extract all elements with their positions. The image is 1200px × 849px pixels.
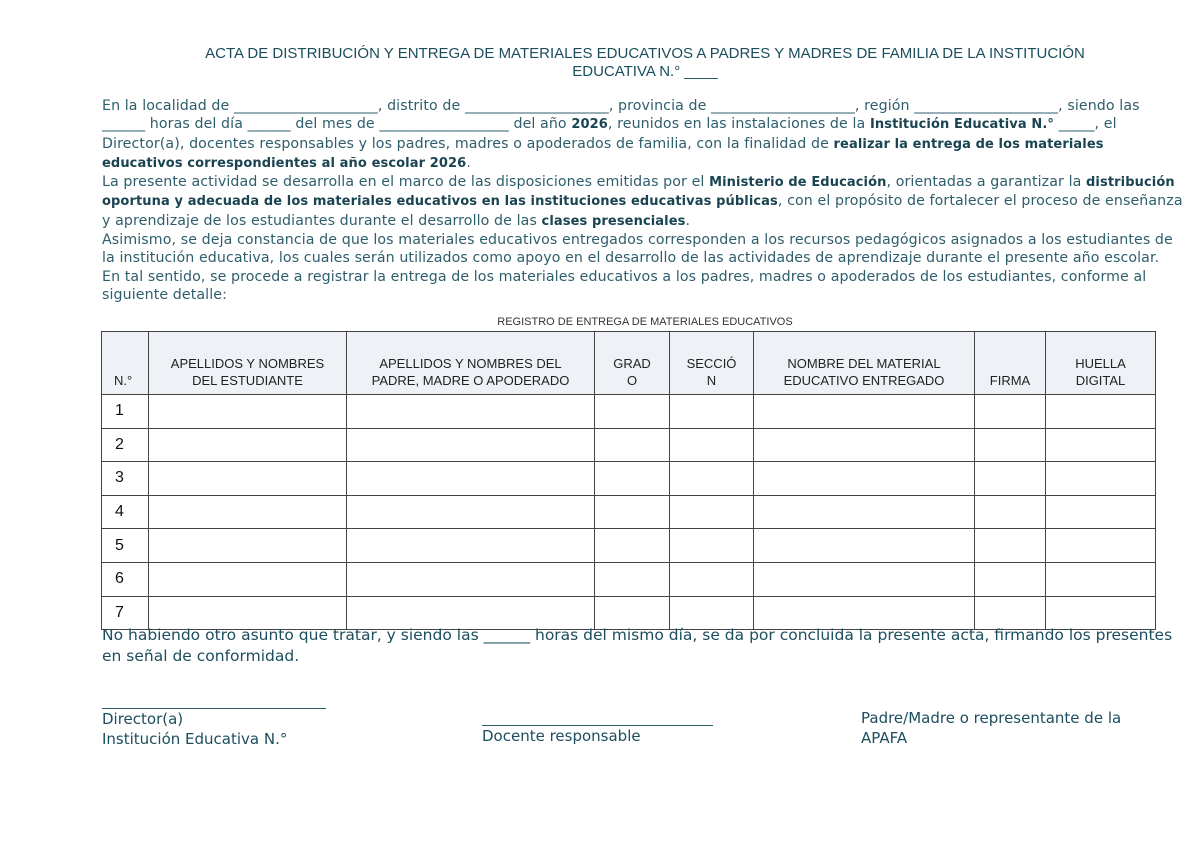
row-number: 2 [102,428,149,462]
intro-year: 2026 [571,117,608,133]
parent-cell[interactable] [347,562,595,596]
header-signature: FIRMA [975,332,1046,395]
grade-cell[interactable] [595,562,670,596]
student-cell[interactable] [149,462,347,496]
document-body [102,97,1187,304]
row-number: 3 [102,462,149,496]
parent-cell[interactable] [347,462,595,496]
row-number: 6 [102,562,149,596]
fingerprint-cell[interactable] [1046,428,1156,462]
intro-goal: realizar la entrega de los materiales educativos correspondientes al año escolar 2026 [102,136,1104,171]
student-cell[interactable] [149,529,347,563]
framework-text-b: , orientadas a garantizar la [886,174,1087,191]
section-cell[interactable] [670,395,754,429]
fingerprint-cell[interactable] [1046,462,1156,496]
intro-text-a: En la localidad de ____________________, distrito de ____________________, provincia de ____________________, región ____________________, siendo las ______ horas del día ______ del mes de __________________ del año [102,98,1140,133]
parent-label: Padre/Madre o representante de la [861,709,1122,727]
section-cell[interactable] [670,428,754,462]
teacher-signature-label: Docente responsable [482,727,641,745]
fingerprint-cell[interactable] [1046,495,1156,529]
framework-classes: clases presenciales [541,213,686,229]
header-fingerprint: HUELLA DIGITAL [1046,332,1156,395]
row-number: 5 [102,529,149,563]
header-section: SECCIÓ N [670,332,754,395]
framework-text-d: . [685,212,691,229]
signature-cell[interactable] [975,562,1046,596]
material-cell[interactable] [754,395,975,429]
paragraph-record: Asimismo, se deja constancia de que los materiales educativos entregados corresponden a los recursos pedagógicos asignados a los estudiantes de la institución educativa, los cuales serán utilizados como apoyo en el desarrollo de las actividades de aprendizaje durante el presente año escolar. [102,232,1173,267]
parent-cell[interactable] [347,428,595,462]
fingerprint-cell[interactable] [1046,562,1156,596]
table-row [102,562,1156,596]
paragraph-framework [102,173,1187,231]
framework-ministry: Ministerio de Educación [709,175,887,191]
framework-text-c: , con el propósito de fortalecer el proceso de enseñanza y aprendizaje de los estudiantes durante el desarrollo de las [102,193,1183,229]
section-cell[interactable] [670,462,754,496]
grade-cell[interactable] [595,529,670,563]
title-line-2: EDUCATIVA N.° ____ [572,63,718,80]
parent-cell[interactable] [347,529,595,563]
row-number: 7 [102,596,149,630]
material-cell[interactable] [754,428,975,462]
student-cell[interactable] [149,428,347,462]
material-cell[interactable] [754,529,975,563]
parent-cell[interactable] [347,395,595,429]
row-number: 1 [102,395,149,429]
student-cell[interactable] [149,562,347,596]
intro-text-b: , reunidos en las instalaciones de la [607,116,870,133]
material-cell[interactable] [754,562,975,596]
row-number: 4 [102,495,149,529]
intro-institution: Institución Educativa N.° [869,117,1054,133]
grade-cell[interactable] [595,428,670,462]
header-parent: APELLIDOS Y NOMBRES DEL PADRE, MADRE O APODERADO [347,332,595,395]
intro-text-d: . [466,154,471,171]
table-row [102,529,1156,563]
header-grade: GRAD O [595,332,670,395]
signature-cell[interactable] [975,395,1046,429]
table-row [102,495,1156,529]
section-cell[interactable] [670,562,754,596]
material-cell[interactable] [754,495,975,529]
table-row [102,462,1156,496]
parent-cell[interactable] [347,495,595,529]
director-signature-block [102,709,287,749]
student-cell[interactable] [149,395,347,429]
signature-cell[interactable] [975,529,1046,563]
register-table [101,331,1156,630]
material-cell[interactable] [754,462,975,496]
header-number: N.° [102,332,149,395]
title-line-1: ACTA DE DISTRIBUCIÓN Y ENTREGA DE MATERIALES EDUCATIVOS A PADRES Y MADRES DE FAMILIA DE LA INSTITUCIÓN [205,45,1085,62]
student-cell[interactable] [149,495,347,529]
section-cell[interactable] [670,495,754,529]
header-student: APELLIDOS Y NOMBRES DEL ESTUDIANTE [149,332,347,395]
signature-cell[interactable] [975,428,1046,462]
grade-cell[interactable] [595,395,670,429]
signature-cell[interactable] [975,495,1046,529]
intro-text-c: _____, el Director(a), docentes responsables y los padres, madres o apoderados de familia, con la finalidad de [102,116,1117,152]
section-cell[interactable] [670,529,754,563]
paragraph-detail: En tal sentido, se procede a registrar la entrega de los materiales educativos a los padres, madres o apoderados de los estudiantes, conforme al siguiente detalle: [102,268,1147,303]
fingerprint-cell[interactable] [1046,529,1156,563]
register-header-row [102,332,1156,395]
framework-text-a: La presente actividad se desarrolla en el marco de las disposiciones emitidas por el [102,174,710,191]
apafa-label: APAFA [861,729,908,747]
grade-cell[interactable] [595,495,670,529]
director-institution-label: Institución Educativa N.° [102,730,288,748]
signature-cell[interactable] [975,462,1046,496]
paragraph-intro [102,97,1187,173]
framework-distribution: distribución oportuna y adecuada de los materiales educativos en las instituciones educativas públicas [102,175,1175,210]
header-material: NOMBRE DEL MATERIAL EDUCATIVO ENTREGADO [754,332,975,395]
parent-signature-block [861,708,1121,748]
document-title [100,45,1190,81]
register-title: REGISTRO DE ENTREGA DE MATERIALES EDUCATIVOS [497,316,793,328]
table-row [102,395,1156,429]
fingerprint-cell[interactable] [1046,395,1156,429]
director-label: Director(a) [102,710,184,728]
grade-cell[interactable] [595,462,670,496]
closing-statement: No habiendo otro asunto que tratar, y siendo las ______ horas del mismo día, se da por concluida la presente acta, firmando los presentes en señal de conformidad. [102,626,1173,665]
table-row [102,428,1156,462]
